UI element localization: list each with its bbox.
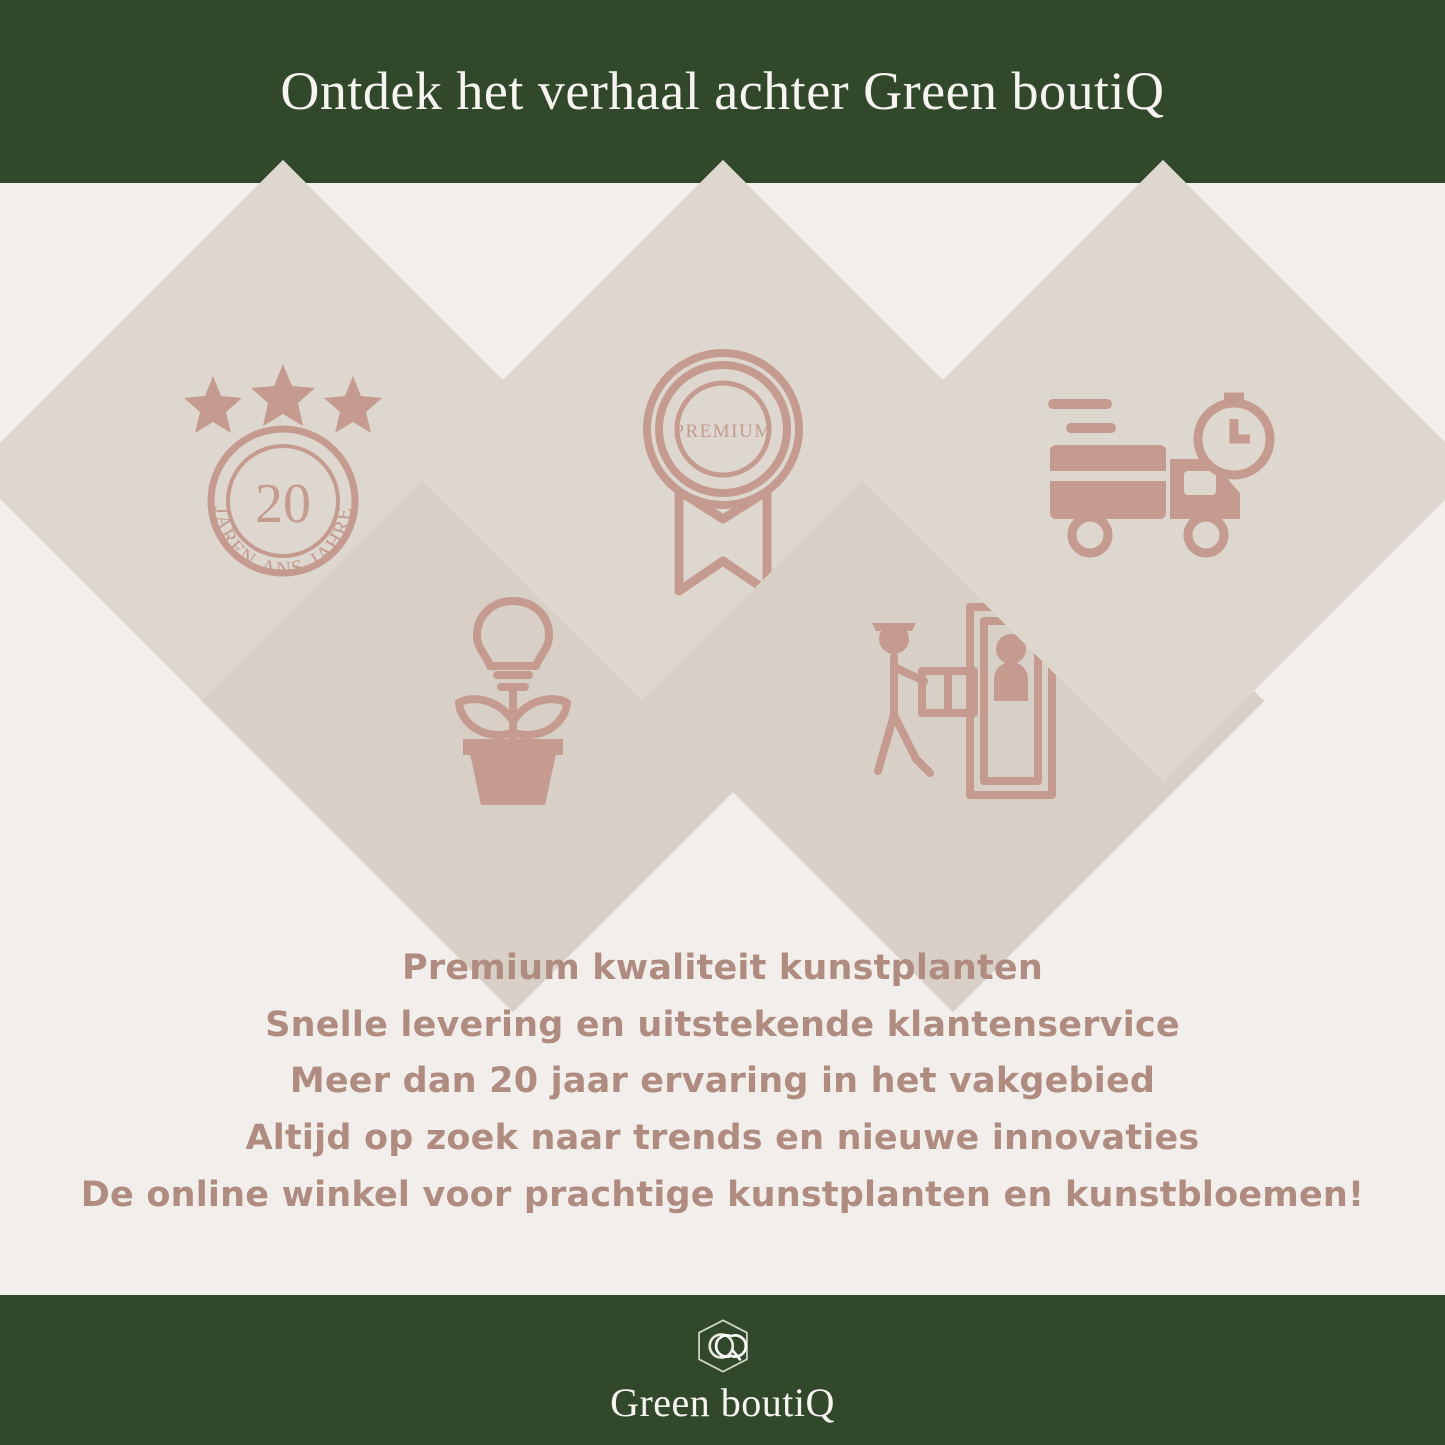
benefit-item: Premium kwaliteit kunstplanten xyxy=(402,948,1043,988)
fast-delivery-truck-icon xyxy=(1038,371,1288,571)
green-boutiq-monogram-icon xyxy=(692,1315,754,1377)
svg-text:20: 20 xyxy=(254,473,311,535)
benefit-item: Altijd op zoek naar trends en nieuwe innovaties xyxy=(245,1118,1200,1159)
footer-banner xyxy=(0,1295,1445,1445)
benefit-item: Snelle levering en uitstekende klantenservice xyxy=(265,1004,1180,1045)
benefits-list xyxy=(0,940,1445,1223)
header-banner xyxy=(0,0,1445,183)
svg-text:PREMIUM: PREMIUM xyxy=(673,421,773,442)
benefit-item: Meer dan 20 jaar ervaring in het vakgebied xyxy=(289,1061,1156,1102)
page-title: Ontdek het verhaal achter Green boutiQ xyxy=(280,60,1165,121)
footer-brand-name: Green boutiQ xyxy=(610,1379,835,1425)
benefit-item: De online winkel voor prachtige kunstplanten en kunstbloemen! xyxy=(80,1174,1365,1215)
diamond-grid xyxy=(0,183,1445,943)
svg-text:JAREN-ANS-JAHRE: JAREN-ANS-JAHRE xyxy=(209,504,357,582)
